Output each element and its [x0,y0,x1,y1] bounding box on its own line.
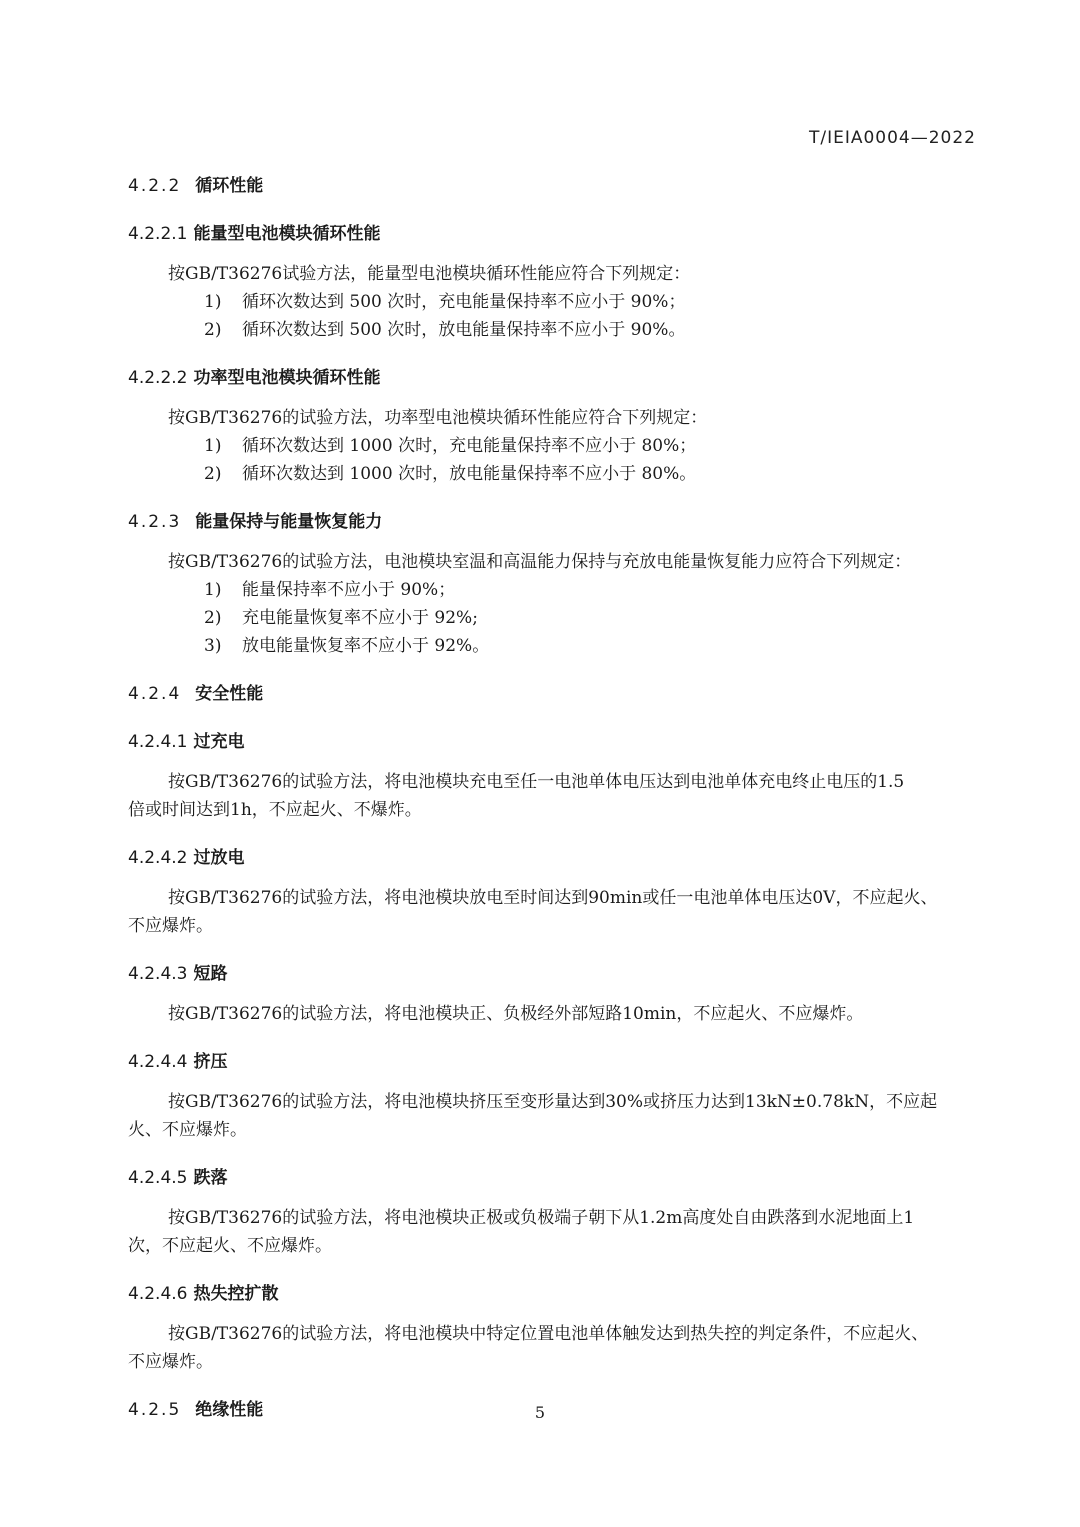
subsection-number: 4.2.2.1 [128,224,188,244]
section-number: 4.2.3 [128,512,182,532]
paragraph-line: 按GB/T36276的试验方法，将电池模块挤压至变形量达到30%或挤压力达到13kN±0.78kN，不应起 [168,1092,938,1112]
subsection-title: 过充电 [193,732,245,752]
subsection-heading-4-2-4-1 [128,728,980,756]
paragraph-line: 不应爆炸。 [128,1352,213,1372]
paragraph [128,884,980,940]
paragraph [128,1000,980,1028]
list-marker: 2) [204,464,222,484]
section-title: 循环性能 [195,176,264,196]
paragraph: 按GB/T36276的试验方法，电池模块室温和高温能力保持与充放电能量恢复能力应符合下列规定： [168,552,912,572]
subsection-number: 4.2.4.4 [128,1052,188,1072]
section-heading-4-2-4 [128,680,980,708]
paragraph-line: 倍或时间达到1h，不应起火、不爆炸。 [128,800,422,820]
list-text: 循环次数达到 500 次时，充电能量保持率不应小于 90%； [242,292,686,312]
subsection-heading-4-2-4-3 [128,960,980,988]
paragraph-line: 按GB/T36276的试验方法，将电池模块中特定位置电池单体触发达到热失控的判定条件，不应起火、 [168,1324,929,1344]
list-marker: 2) [204,608,222,628]
subsection-title: 过放电 [193,848,245,868]
list-item [128,460,980,488]
paragraph-line: 按GB/T36276的试验方法，将电池模块充电至任一电池单体电压达到电池单体充电终止电压的1.5 [168,772,905,792]
list-item [128,316,980,344]
section-title: 能量保持与能量恢复能力 [195,512,383,532]
list-text: 充电能量恢复率不应小于 92%; [242,608,478,628]
section-title: 安全性能 [195,684,264,704]
list-marker: 1) [204,580,222,600]
paragraph [128,1088,980,1144]
document-code: T/IEIA0004—2022 [808,128,976,148]
subsection-title: 挤压 [193,1052,228,1072]
subsection-heading-4-2-2-1 [128,220,980,248]
section-number: 4.2.5 [128,1400,182,1420]
list-marker: 1) [204,436,222,456]
subsection-heading-4-2-4-5 [128,1164,980,1192]
subsection-title: 热失控扩散 [193,1284,279,1304]
subsection-title: 跌落 [193,1168,228,1188]
list-text: 放电能量恢复率不应小于 92%。 [242,636,490,656]
paragraph-line: 按GB/T36276的试验方法，将电池模块正、负极经外部短路10min，不应起火、不应爆炸。 [168,1004,864,1024]
paragraph-line: 不应爆炸。 [128,916,213,936]
list-item [128,432,980,460]
list-text: 能量保持率不应小于 90%； [242,580,456,600]
section-heading-4-2-2 [128,172,980,200]
subsection-number: 4.2.4.5 [128,1168,188,1188]
paragraph-line: 次，不应起火、不应爆炸。 [128,1236,332,1256]
list-item [128,288,980,316]
subsection-title: 功率型电池模块循环性能 [193,368,381,388]
paragraph: 按GB/T36276的试验方法，功率型电池模块循环性能应符合下列规定： [168,408,708,428]
subsection-title: 短路 [193,964,228,984]
subsection-number: 4.2.4.1 [128,732,188,752]
section-number: 4.2.4 [128,684,182,704]
list-marker: 3) [204,636,222,656]
subsection-heading-4-2-2-2 [128,364,980,392]
paragraph [128,1204,980,1260]
paragraph: 按GB/T36276试验方法，能量型电池模块循环性能应符合下列规定： [168,264,691,284]
document-body [128,172,980,1424]
paragraph-line: 按GB/T36276的试验方法，将电池模块放电至时间达到90min或任一电池单体电压达0V，不应起火、 [168,888,938,908]
list-text: 循环次数达到 1000 次时，充电能量保持率不应小于 80%； [242,436,697,456]
subsection-heading-4-2-4-2 [128,844,980,872]
subsection-number: 4.2.4.3 [128,964,188,984]
list-marker: 1) [204,292,222,312]
list-text: 循环次数达到 1000 次时，放电能量保持率不应小于 80%。 [242,464,697,484]
section-number: 4.2.2 [128,176,182,196]
paragraph [128,768,980,824]
list-item [128,604,980,632]
subsection-number: 4.2.4.6 [128,1284,188,1304]
list-text: 循环次数达到 500 次时，放电能量保持率不应小于 90%。 [242,320,686,340]
list-marker: 2) [204,320,222,340]
paragraph-line: 火、不应爆炸。 [128,1120,247,1140]
subsection-number: 4.2.4.2 [128,848,188,868]
list-item [128,632,980,660]
subsection-heading-4-2-4-6 [128,1280,980,1308]
subsection-title: 能量型电池模块循环性能 [193,224,381,244]
page-number: 5 [534,1403,546,1422]
subsection-heading-4-2-4-4 [128,1048,980,1076]
list-item [128,576,980,604]
section-heading-4-2-3 [128,508,980,536]
subsection-number: 4.2.2.2 [128,368,188,388]
paragraph [128,1320,980,1376]
section-title: 绝缘性能 [195,1400,264,1420]
paragraph-line: 按GB/T36276的试验方法，将电池模块正极或负极端子朝下从1.2m高度处自由跌落到水泥地面上1 [168,1208,915,1228]
